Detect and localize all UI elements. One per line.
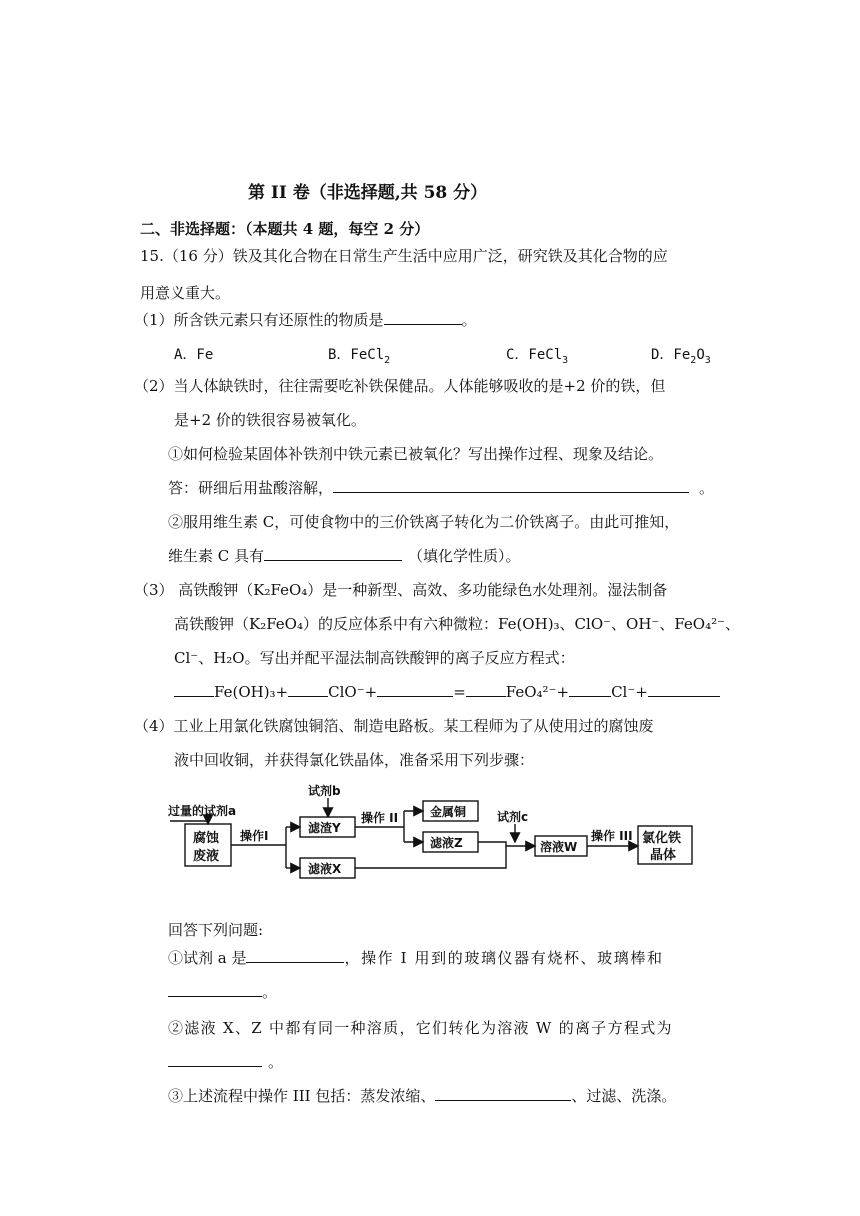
operation-i-label: 操作I [240, 829, 269, 843]
sub1-end: 。 [262, 983, 278, 1001]
reagent-a-label: 过量的试剂a [168, 804, 237, 818]
q15-part4-sub2-line-1: ②滤液 X、Z 中都有同一种溶质，它们转化为溶液 W 的离子方程式为 [168, 1019, 673, 1037]
coef-blank-5[interactable] [569, 682, 611, 697]
coef-blank-3[interactable] [377, 682, 453, 697]
part2-answer-blank-2[interactable] [264, 546, 402, 561]
sub3-suffix: 、过滤、洗涤。 [571, 1087, 677, 1105]
part1-answer-blank[interactable] [384, 310, 462, 325]
q15-part2-sub2-question: ②服用维生素 C，可使食物中的三价铁离子转化为二价铁离子。由此可推知， [168, 513, 680, 531]
answer-prefix: 维生素 C 具有 [168, 547, 265, 565]
q15-part2-line-1: （2）当人体缺铁时，往往需要吃补铁保健品。人体能够吸收的是+2 价的铁，但 [134, 377, 666, 395]
section-title: 第 II 卷（非选择题,共 58 分） [248, 183, 488, 203]
q15-intro-line-1: 15.（16 分）铁及其化合物在日常生产生活中应用广泛，研究铁及其化合物的应 [140, 247, 668, 265]
operation-ii-label: 操作 II [361, 811, 399, 825]
q15-intro-line-2: 用意义重大。 [140, 284, 231, 302]
ionic-equation-answer-blank[interactable] [168, 1052, 262, 1067]
sub1-prefix: ①试剂 a 是 [168, 949, 247, 967]
q15-part3-line-2: 高铁酸钾（K₂FeO₄）的反应体系中有六种微粒：Fe(OH)₃、ClO⁻、OH⁻、FeO₄²⁻、 [174, 615, 741, 633]
q15-part2-sub1-question: ①如何检验某固体补铁剂中铁元素已被氧化？写出操作过程、现象及结论。 [168, 445, 664, 463]
option-b: B．FeCl$_2$ [328, 347, 391, 366]
operation-iii-answer-blank[interactable] [435, 1086, 571, 1101]
copper-label: 金属铜 [430, 805, 467, 819]
q15-part4-sub3 [168, 1086, 676, 1106]
waste-liquid-line-1: 腐蚀 [193, 831, 220, 846]
q15-part4-sub1-line-2 [168, 982, 277, 1002]
product-line-1: 氯化铁 [642, 831, 682, 846]
eq-term-2: ClO⁻+ [328, 683, 378, 701]
glassware-answer-blank[interactable] [168, 982, 262, 997]
coef-blank-1[interactable] [174, 682, 214, 697]
q15-part3-line-3: Cl⁻、H₂O。写出并配平湿法制高铁酸钾的离子反应方程式： [174, 649, 575, 667]
filtrate-z-label: 滤液Z [430, 836, 463, 850]
q15-part4-line-1: （4）工业上用氯化铁腐蚀铜箔、制造电路板。某工程师为了从使用过的腐蚀废 [134, 717, 654, 735]
part1-stem-text: （1）所含铁元素只有还原性的物质是 [134, 311, 384, 329]
q15-part2-sub2-answer [168, 546, 521, 566]
q15-part4-sub1-line-1 [168, 948, 664, 968]
q15-part1-stem [134, 310, 477, 330]
part-heading: 二、非选择题：（本题共 4 题，每空 2 分） [140, 220, 430, 238]
operation-iii-label: 操作 III [591, 829, 633, 843]
residue-y-label: 滤渣Y [308, 821, 341, 835]
q15-part3-equation [174, 682, 720, 702]
option-c: C．FeCl$_3$ [506, 347, 569, 366]
coef-blank-2[interactable] [288, 682, 328, 697]
option-a: A．Fe [174, 347, 214, 363]
filtrate-x-label: 滤液X [308, 862, 342, 876]
sub1-suffix: ，操作 I 用到的玻璃仪器有烧杯、玻璃棒和 [344, 949, 664, 967]
reagent-a-answer-blank[interactable] [246, 948, 344, 963]
answer-suffix: （填化学性质）。 [408, 547, 521, 565]
part2-answer-blank-1[interactable] [333, 478, 689, 493]
q15-part4-sub2-line-2 [168, 1052, 283, 1072]
sub2-end: 。 [268, 1053, 284, 1071]
q15-part4-prompt: 回答下列问题: [168, 921, 264, 939]
reagent-b-label: 试剂b [308, 784, 341, 798]
product-line-2: 晶体 [650, 848, 677, 863]
eq-term-5: Cl⁻+ [611, 683, 648, 701]
q15-part4-line-2: 液中回收铜，并获得氯化铁晶体，准备采用下列步骤： [174, 751, 535, 769]
coef-blank-6[interactable] [648, 682, 720, 697]
part1-stem-end: 。 [461, 311, 477, 329]
option-d: D．$Fe_2O_3$ [651, 347, 711, 366]
answer-prefix: 答：研细后用盐酸溶解， [168, 479, 334, 497]
process-flow-diagram [0, 780, 860, 880]
q15-part2-line-2: 是+2 价的铁很容易被氧化。 [174, 411, 366, 429]
eq-term-1: Fe(OH)₃+ [214, 683, 289, 701]
q15-part2-sub1-answer [168, 478, 714, 498]
eq-term-4: FeO₄²⁻+ [505, 683, 570, 701]
solution-w-label: 溶液W [540, 840, 578, 854]
waste-liquid-line-2: 废液 [193, 849, 220, 864]
eq-equals: = [453, 683, 466, 701]
reagent-c-label: 试剂c [497, 810, 529, 824]
q15-part3-line-1: （3） 高铁酸钾（K₂FeO₄）是一种新型、高效、多功能绿色水处理剂。湿法制备 [134, 581, 668, 599]
answer-suffix: 。 [699, 479, 715, 497]
coef-blank-4[interactable] [466, 682, 506, 697]
sub3-prefix: ③上述流程中操作 III 包括：蒸发浓缩、 [168, 1087, 436, 1105]
